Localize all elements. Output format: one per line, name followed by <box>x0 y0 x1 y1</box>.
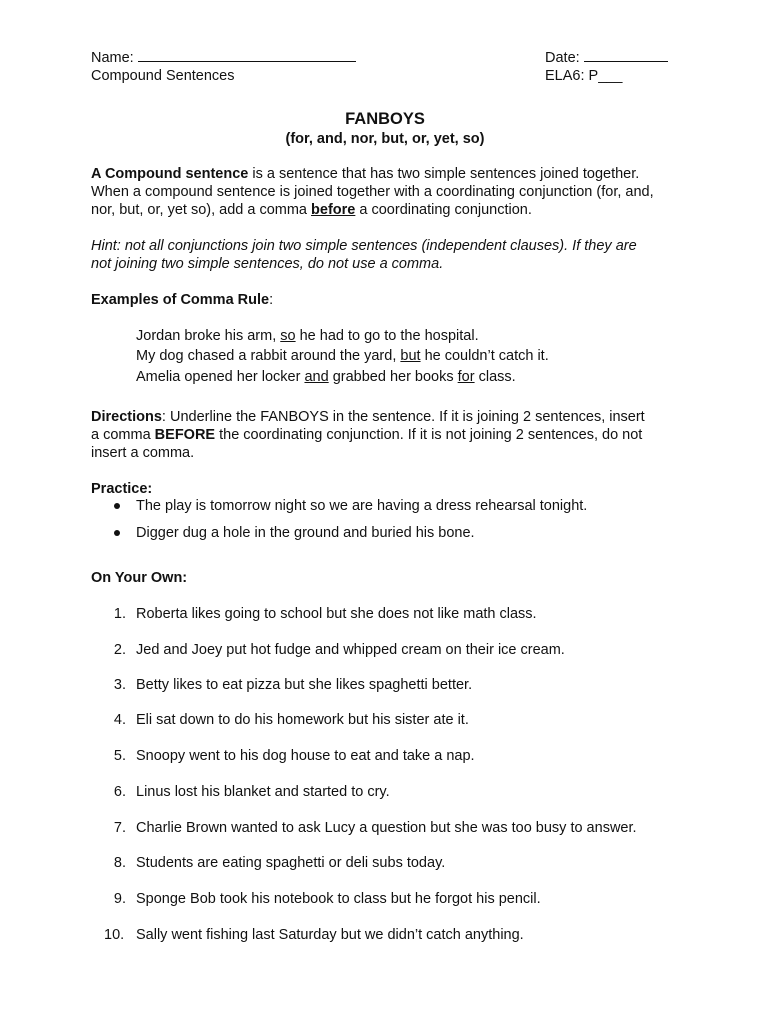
item-number: 4. <box>113 712 126 728</box>
conjunction-underline: for <box>457 369 475 385</box>
practice-item: Digger dug a hole in the ground and buried his bone. <box>136 525 475 541</box>
directions-label: Directions <box>91 409 162 425</box>
name-blank-line[interactable] <box>138 47 356 62</box>
conjunction-underline: and <box>304 369 329 385</box>
before-emphasis: before <box>311 202 356 218</box>
practice-sentence: Linus lost his blanket and started to cry. <box>136 784 390 800</box>
hint-line-1: Hint: not all conjunctions join two simple sentences (independent clauses). If they are <box>91 238 637 254</box>
definition-line-1: A Compound sentence is a sentence that has two simple sentences joined together. <box>91 166 640 182</box>
hint-paragraph <box>91 237 691 273</box>
examples-heading: Examples of Comma Rule: <box>91 292 274 308</box>
example-sentence: Jordan broke his arm, so he had to go to the hospital. <box>136 328 479 344</box>
practice-sentence: Roberta likes going to school but she does not like math class. <box>136 606 537 622</box>
item-number: 9. <box>113 891 126 907</box>
practice-sentence: Betty likes to eat pizza but she likes spaghetti better. <box>136 677 473 693</box>
definition-term: A Compound sentence <box>91 166 249 182</box>
page-subtitle: (for, and, nor, but, or, yet, so) <box>285 131 485 147</box>
directions-paragraph <box>91 408 691 462</box>
item-number: 5. <box>113 748 126 764</box>
definition-paragraph <box>91 165 691 219</box>
example-sentence: Amelia opened her locker and grabbed her books for class. <box>136 369 516 385</box>
directions-line-3: insert a comma. <box>91 445 195 461</box>
item-number: 1. <box>113 606 126 622</box>
date-blank-line[interactable] <box>584 47 668 62</box>
on-your-own-heading: On Your Own: <box>91 570 188 586</box>
practice-item: The play is tomorrow night so we are having a dress rehearsal tonight. <box>136 498 588 514</box>
conjunction-underline: so <box>280 328 296 344</box>
practice-sentence: Eli sat down to do his homework but his sister ate it. <box>136 712 469 728</box>
directions-line-1: Directions: Underline the FANBOYS in the sentence. If it is joining 2 sentences, insert <box>91 409 645 425</box>
item-number: 7. <box>113 820 126 836</box>
hint-line-2: not joining two simple sentences, do not use a comma. <box>91 256 444 272</box>
name-label: Name: <box>91 50 134 66</box>
practice-heading: Practice: <box>91 481 153 497</box>
item-number: 3. <box>113 677 126 693</box>
date-field <box>545 47 668 67</box>
definition-line-2: When a compound sentence is joined together with a coordinating conjunction (for, and, <box>91 184 654 200</box>
class-period-label: ELA6: P___ <box>545 68 623 84</box>
subject-label: Compound Sentences <box>91 68 235 84</box>
item-number: 2. <box>113 642 126 658</box>
practice-sentence: Jed and Joey put hot fudge and whipped cream on their ice cream. <box>136 642 565 658</box>
conjunction-underline: but <box>400 348 421 364</box>
page-title: FANBOYS <box>345 110 425 128</box>
directions-line-2: a comma BEFORE the coordinating conjunction. If it is not joining 2 sentences, do not <box>91 427 643 443</box>
name-field <box>91 47 356 67</box>
example-sentence: My dog chased a rabbit around the yard, but he couldn’t catch it. <box>136 348 549 364</box>
practice-sentence: Charlie Brown wanted to ask Lucy a question but she was too busy to answer. <box>136 820 637 836</box>
practice-sentence: Sally went fishing last Saturday but we didn’t catch anything. <box>136 927 524 943</box>
practice-sentence: Students are eating spaghetti or deli subs today. <box>136 855 446 871</box>
practice-sentence: Snoopy went to his dog house to eat and take a nap. <box>136 748 475 764</box>
bullet-icon <box>114 530 120 536</box>
definition-line-3: nor, but, or, yet so), add a comma before a coordinating conjunction. <box>91 202 532 218</box>
item-number: 6. <box>113 784 126 800</box>
item-number: 8. <box>113 855 126 871</box>
bullet-icon <box>114 503 120 509</box>
item-number: 10. <box>104 927 125 943</box>
before-emphasis: BEFORE <box>154 427 216 443</box>
practice-sentence: Sponge Bob took his notebook to class but he forgot his pencil. <box>136 891 541 907</box>
date-label: Date: <box>545 50 580 66</box>
